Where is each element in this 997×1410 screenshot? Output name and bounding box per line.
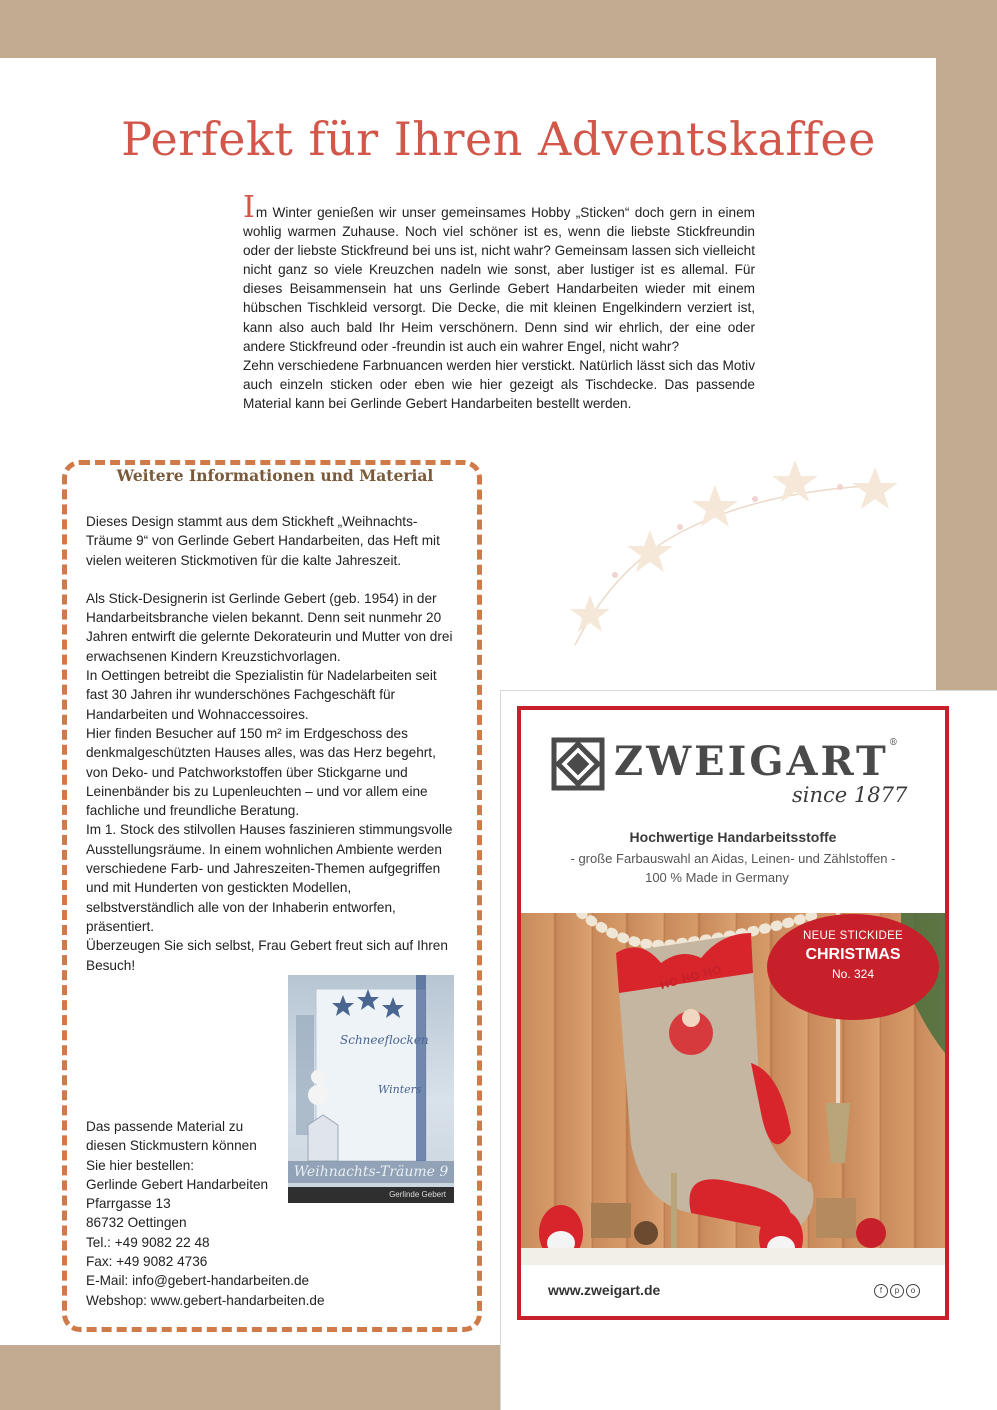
instagram-icon[interactable]: o — [906, 1284, 920, 1298]
contact-street: Pfarrgasse 13 — [86, 1196, 171, 1212]
info-paragraph: Überzeugen Sie sich selbst, Frau Gebert freut sich auf Ihren Besuch! — [86, 938, 448, 973]
article-intro — [243, 190, 755, 413]
info-paragraph: Im 1. Stock des stilvollen Hauses faszinieren stimmungsvolle Ausstellungsräume. In einem wohnlichen Ambiente werden verschiedene Farb- und Jahreszeiten-Themen aufgegriffen und mit Hunderten von gestickten Modellen, selbstverständlich alle von der Inhaberin entworfen, präsentiert. — [86, 822, 453, 934]
contact-block — [86, 1117, 366, 1310]
garland-bead — [837, 484, 843, 490]
stocking-text: HO HO HO — [658, 963, 723, 992]
info-box-text — [86, 512, 458, 975]
contact-city: 86732 Oettingen — [86, 1215, 187, 1231]
contact-line: Sie hier bestellen: — [86, 1157, 195, 1173]
garland-bead — [752, 496, 758, 502]
contact-webshop[interactable]: Webshop: www.gebert-handarbeiten.de — [86, 1292, 325, 1308]
info-box-title: Weitere Informationen und Material — [116, 466, 434, 485]
ad-headline: Hochwertige Handarbeitsstoffe — [629, 829, 837, 845]
star-icon — [570, 595, 610, 632]
contact-line: diesen Stickmustern können — [86, 1138, 257, 1154]
info-paragraph: Dieses Design stammt aus dem Stickheft „Weihnachts-Träume 9“ von Gerlinde Gebert Handarbeiten, das Heft mit vielen weiteren Stickmotiven für die kalte Jahreszeit. — [86, 514, 440, 568]
intro-paragraph-1 — [243, 190, 755, 356]
badge-label: NEUE STICKIDEE — [802, 930, 904, 942]
star-garland-decoration — [555, 455, 915, 655]
ad-subline-2: 100 % Made in Germany — [645, 870, 789, 885]
brand-since: since 1877 — [792, 783, 908, 807]
cover-motif-text-1: Schneeflocken — [340, 1033, 429, 1047]
social-icons — [874, 1284, 920, 1298]
ad-subline-1: - große Farbauswahl an Aidas, Leinen- und Zählstoffen - — [570, 851, 896, 866]
article-title: Perfekt für Ihren Adventskaffee — [121, 112, 876, 166]
ad-website-link[interactable]: www.zweigart.de — [548, 1282, 661, 1298]
intro-text-1: m Winter genießen wir unser gemeinsames Hobby „Sticken“ doch gern in einem wohlig warmen Zuhause. Noch viel schöner ist es, wenn die liebste Stickfreundin oder der liebste Stickfreund bei uns ist, nicht wahr? Gemeinsam lassen sich vielleicht nicht ganz so viele Kreuzchen nadeln wie sonst, aber lustiger ist es allemal. Für dieses Beisammensein hat uns Gerlinde Gebert Handarbeiten wieder mit einem hübschen Tischkleid versorgt. Die Decke, die mit kleinen Engelkindern verziert ist, kann also auch bald Ihr Heim verschönern. Denn sind wir ehrlich, der eine oder andere Stickfreund oder -freundin ist auch ein wahrer Engel, nicht wahr? — [243, 205, 755, 354]
new-idea-badge — [767, 914, 939, 1020]
contact-line: Das passende Material zu — [86, 1119, 244, 1134]
brand-name — [614, 738, 898, 785]
registered-mark: ® — [888, 738, 898, 748]
garland-string — [575, 485, 885, 645]
drop-cap: I — [243, 190, 255, 225]
info-paragraph: In Oettingen betreibt die Spezialistin für Nadelarbeiten seit fast 30 Jahren ihr wunderschönes Fachgeschäft für Handarbeiten und Wohnaccessoires. — [86, 668, 437, 722]
facebook-icon[interactable]: f — [874, 1284, 888, 1298]
info-paragraph: Hier finden Besucher auf 150 m² im Erdgeschoss des denkmalgeschützten Hauses alles, was das Herz begehrt, von Deko- und Patchworkstoffen über Stickgarne und Leinenbänder bis zu Lupenleuchten – und vor allem eine fachliche und freundliche Beratung. — [86, 725, 436, 819]
pinterest-icon[interactable]: p — [890, 1284, 904, 1298]
cover-title: Weihnachts-Träume 9 — [288, 1161, 454, 1183]
cover-motif-text-2: Winters — [378, 1083, 422, 1096]
contact-company: Gerlinde Gebert Handarbeiten — [86, 1176, 269, 1192]
info-paragraph: Als Stick-Designerin ist Gerlinde Gebert (geb. 1954) in der Handarbeitsbranche vielen bekannt. Denn seit nunmehr 20 Jahren entwirft die gelernte Dekorateurin und Mutter von drei erwachsenen Kindern Kreuzstichvorlagen. — [86, 590, 453, 664]
brand-text: ZWEIGART — [614, 738, 889, 785]
zweigart-logo-icon — [548, 734, 608, 794]
contact-fax: Fax: +49 9082 4736 — [86, 1254, 208, 1270]
intro-paragraph-2: Zehn verschiedene Farbnuancen werden hier verstickt. Natürlich lässt sich das Motiv auch einzeln sticken oder eben wie hier gezeigt als Tischdecke. Das passende Material kann bei Gerlinde Gebert Handarbeiten bestellt werden. — [243, 357, 755, 411]
garland-bead — [612, 572, 618, 578]
badge-number: No. 324 — [831, 967, 875, 981]
badge-title: CHRISTMAS — [805, 946, 901, 963]
garland-bead — [677, 524, 683, 530]
contact-phone: Tel.: +49 9082 22 48 — [86, 1234, 210, 1250]
star-icon — [852, 467, 898, 509]
cover-publisher: Gerlinde Gebert — [288, 1187, 454, 1203]
star-icon — [772, 460, 818, 502]
contact-email[interactable]: E-Mail: info@gebert-handarbeiten.de — [86, 1273, 310, 1289]
star-icon — [692, 485, 738, 527]
